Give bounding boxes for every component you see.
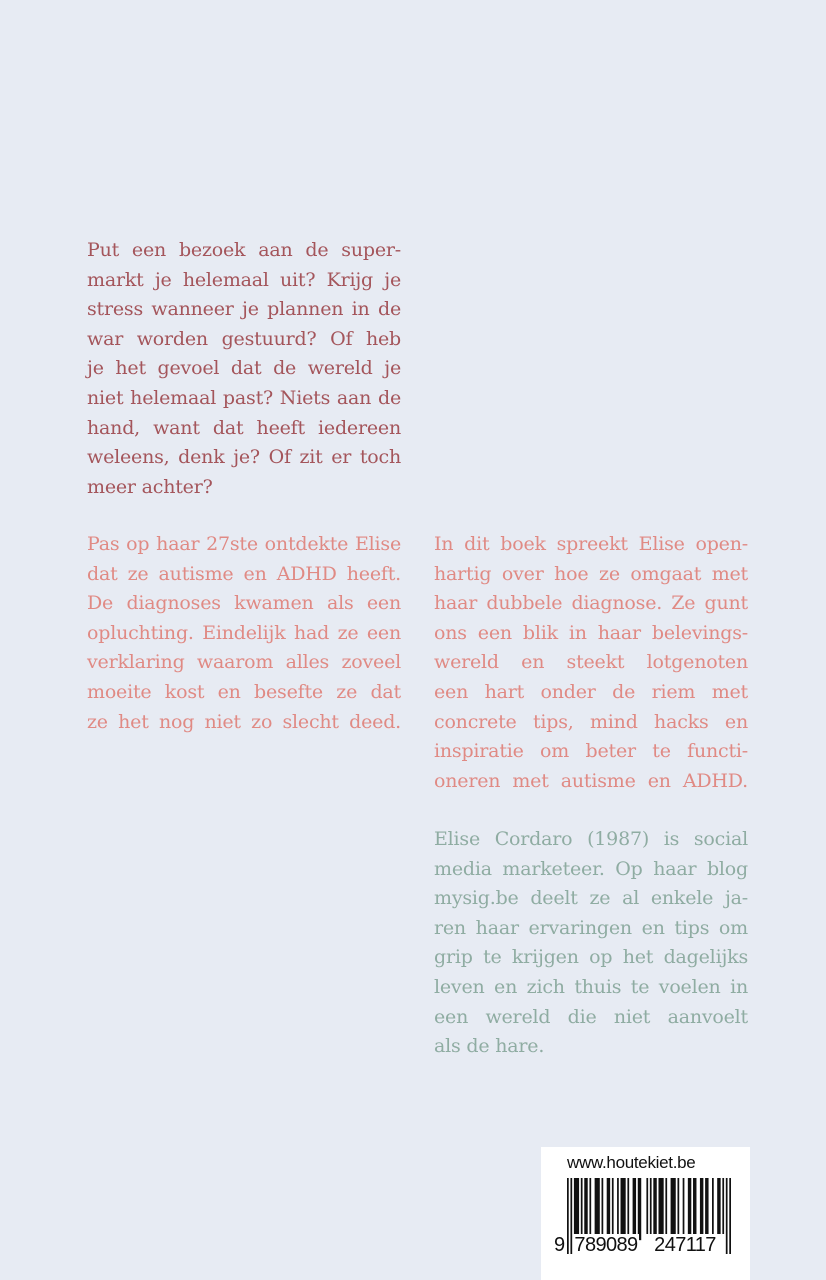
barcode-panel — [541, 1147, 750, 1280]
isbn-left-group: 789089 — [574, 1234, 638, 1256]
text-line: stress wanneer je plannen in de — [87, 298, 401, 321]
text-line: dat ze autisme en ADHD heeft. — [87, 562, 401, 585]
text-line: ren haar ervaringen en tips om — [434, 916, 748, 939]
diagnosis-paragraph — [87, 530, 401, 737]
text-line: oneren met autisme en ADHD. — [434, 769, 748, 792]
text-line: een hart onder de riem met — [434, 680, 748, 703]
text-line: mysig.be deelt ze al enkele ja- — [434, 887, 748, 910]
text-line: media marketeer. Op haar blog — [434, 857, 748, 880]
text-line: In dit boek spreekt Elise open- — [434, 533, 748, 555]
isbn-first-digit: 9 — [554, 1234, 566, 1256]
text-line: meer achter? — [87, 475, 213, 498]
text-line: niet helemaal past? Niets aan de — [87, 386, 401, 409]
text-line: ze het nog niet zo slecht deed. — [87, 710, 401, 733]
text-line: war worden gestuurd? Of heb — [87, 327, 401, 350]
text-line: opluchting. Eindelijk had ze een — [87, 621, 401, 644]
text-line: ons een blik in haar belevings- — [434, 621, 748, 644]
author-bio-paragraph — [434, 825, 748, 1062]
text-line: wereld en steekt lotgenoten — [434, 651, 748, 674]
book-description-paragraph — [434, 530, 748, 796]
text-line: Elise Cordaro (1987) is social — [434, 828, 748, 850]
text-line: markt je helemaal uit? Krijg je — [87, 268, 401, 291]
text-line: Pas op haar 27ste ontdekte Elise — [87, 533, 401, 555]
text-line: weleens, denk je? Of zit er toch — [87, 446, 401, 469]
text-line: De diagnoses kwamen als een — [87, 592, 401, 615]
text-line: een wereld die niet aanvoelt — [434, 1005, 748, 1028]
publisher-url: www.houtekiet.be — [567, 1153, 696, 1172]
text-line: haar dubbele diagnose. Ze gunt — [434, 592, 748, 615]
isbn-right-group: 247117 — [645, 1234, 725, 1256]
text-line: leven en zich thuis te voelen in — [434, 975, 748, 998]
text-line: grip te krijgen op het dagelijks — [434, 946, 748, 969]
text-line: je het gevoel dat de wereld je — [87, 357, 401, 380]
text-line: moeite kost en besefte ze dat — [87, 680, 401, 703]
text-line: Put een bezoek aan de super- — [87, 239, 401, 261]
text-line: hartig over hoe ze omgaat met — [434, 562, 748, 585]
text-line: als de hare. — [434, 1035, 545, 1058]
text-line: verklaring waarom alles zoveel — [87, 651, 401, 674]
text-line: concrete tips, mind hacks en — [434, 710, 748, 733]
intro-paragraph — [87, 236, 401, 502]
text-line: inspiratie om beter te functi- — [434, 740, 748, 763]
text-line: hand, want dat heeft iedereen — [87, 416, 401, 439]
